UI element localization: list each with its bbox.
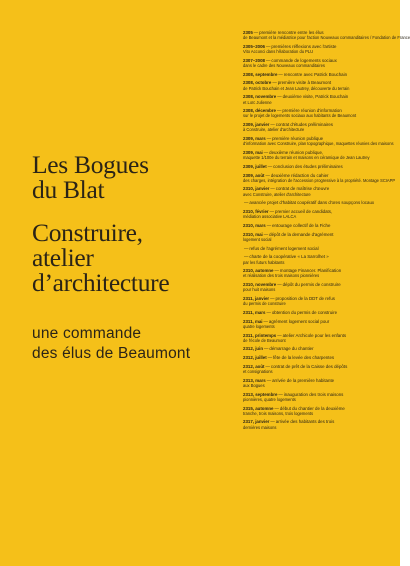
- timeline-text: charte de la coopérative « La Sarrolhet »: [249, 254, 329, 260]
- timeline-text: deuxième réunion publique,: [269, 149, 324, 155]
- timeline-date: 2311, mars: [243, 309, 266, 315]
- timeline-dash: —: [267, 355, 273, 361]
- timeline-date: 2307–2008: [243, 57, 265, 63]
- timeline-entry: [243, 232, 389, 242]
- title-line: d’architecture: [32, 268, 170, 297]
- timeline-detail: dans le cadre des Nouveaux commanditaires: [243, 63, 325, 69]
- timeline-entry: [243, 296, 389, 306]
- timeline-entry: [243, 282, 389, 292]
- timeline-entry: [243, 94, 389, 104]
- timeline-text: arrivée des habitants des trois: [275, 419, 335, 425]
- timeline-dash: —: [270, 186, 275, 192]
- timeline-dash: —: [266, 222, 272, 228]
- timeline-date: 2309, juillet: [243, 163, 267, 169]
- timeline-dash: —: [277, 94, 282, 100]
- timeline-dash: —: [270, 296, 275, 302]
- timeline-entry: [243, 80, 389, 90]
- timeline-entry: [243, 108, 389, 118]
- timeline-text: deuxième rédaction du cahier: [270, 172, 329, 178]
- timeline-text: entourage collectif de la Fiche: [272, 222, 331, 228]
- timeline-detail: dernières maisons: [243, 424, 277, 430]
- timeline-text: contrat d'études préliminaires: [275, 122, 333, 128]
- timeline-text: conclusion des études préliminaires: [273, 163, 343, 169]
- timeline-date: 2310, mai: [243, 231, 263, 237]
- timeline-detail: logement social: [243, 236, 272, 242]
- timeline-detail: et Loïc Julienne: [243, 99, 272, 105]
- title-line: du Blat: [32, 175, 105, 204]
- timeline-dash: —: [267, 163, 273, 169]
- timeline-detail: de Patrick Bouchain et Jean Lautrey, découverte du terrain: [243, 85, 350, 91]
- timeline-entry: [243, 246, 389, 251]
- timeline-dash: —: [264, 346, 269, 352]
- timeline-text: premières réflexions avec l'artiste: [271, 43, 337, 49]
- timeline-detail: maquette 1/100e du terrain et maisons en céramique de Jean Lautrey: [243, 155, 370, 161]
- timeline-detail: tranche, trois maisons, trois logements: [243, 410, 314, 416]
- timeline-text: refus de l'agrément logement social: [249, 245, 319, 251]
- timeline-dash: —: [244, 254, 249, 260]
- timeline-dash: —: [266, 309, 271, 315]
- timeline-date: 2310, janvier: [243, 186, 270, 192]
- timeline-dash: —: [265, 57, 271, 63]
- timeline-date: 2308, octobre: [243, 80, 272, 86]
- timeline-text: inauguration des trois maisons: [283, 391, 344, 397]
- subtitle-line: des élus de Beaumont: [32, 345, 191, 362]
- timeline-date: 2313, septembre: [243, 391, 278, 397]
- title-line: atelier: [32, 243, 94, 272]
- timeline-dash: —: [278, 391, 283, 397]
- timeline-dash: —: [270, 419, 275, 425]
- timeline-date: 2309, août: [243, 172, 265, 178]
- timeline-date: 2309, mai: [243, 149, 263, 155]
- timeline-text: démarrage du chantier: [269, 346, 314, 352]
- timeline-dash: —: [266, 377, 272, 383]
- timeline-dash: —: [269, 209, 275, 215]
- timeline-text: première visite à Beaumont: [277, 80, 332, 86]
- timeline-text: montage Financer. Planification: [279, 268, 342, 274]
- timeline-entry: [243, 333, 389, 343]
- timeline-entry: [243, 44, 389, 54]
- timeline-entry: [243, 378, 389, 388]
- timeline-entry: [243, 136, 394, 147]
- timeline-detail: et consignations: [243, 369, 273, 375]
- timeline-date: 2315, automne: [243, 405, 274, 411]
- timeline-dash: —: [265, 363, 270, 369]
- timeline-detail: médiation associative LALCA: [243, 214, 297, 220]
- timeline-date: 2313, mars: [243, 377, 266, 383]
- book-subtitle: [32, 324, 232, 364]
- timeline-text: arrivée de la première habitante: [272, 377, 335, 383]
- timeline-dash: —: [272, 80, 277, 86]
- timeline-entry: [243, 406, 389, 416]
- timeline-detail: d'information avec Construire, plan topographique, maquettes réunies des maisons: [243, 141, 394, 147]
- timeline-detail: pionnières, quatre logements: [243, 396, 296, 402]
- timeline-text: avancée projet d'habitat coopératif dans d'ores soupçons locaux: [249, 200, 375, 206]
- timeline-detail: de Beaumont et la médiatrice pour l'action Nouveaux commanditaires / Fondation de France: [243, 35, 410, 41]
- timeline-entry: [243, 346, 389, 351]
- timeline-dash: —: [244, 200, 249, 206]
- timeline-date: 2305: [243, 30, 253, 35]
- timeline-text: début du chantier de la deuxième: [279, 405, 345, 411]
- timeline-dash: —: [265, 172, 270, 178]
- timeline-entry: [243, 223, 389, 228]
- timeline-entry: [243, 30, 410, 41]
- timeline-date: 2317, janvier: [243, 419, 270, 425]
- timeline-entry: [243, 355, 389, 360]
- timeline-text: contrat de prêt de la Caisse des dépôts: [270, 363, 348, 369]
- timeline-entry: [243, 254, 389, 264]
- timeline-text: dépôt du permis de construire: [282, 282, 341, 288]
- timeline-entry: [243, 172, 396, 183]
- timeline-detail: Vito Acconci dans l'élaboration du PLU: [243, 49, 314, 55]
- timeline-text: première rencontre entre les élus: [259, 30, 324, 35]
- book-title: [32, 152, 232, 202]
- timeline-entry: [243, 186, 389, 196]
- timeline-dash: —: [263, 231, 269, 237]
- timeline-dash: —: [244, 245, 249, 251]
- timeline-entry: [243, 392, 389, 402]
- timeline-text: atelier Archicole pour les enfants: [282, 332, 347, 338]
- timeline-dash: —: [265, 43, 271, 49]
- timeline-dash: —: [274, 405, 279, 411]
- timeline-dash: —: [277, 332, 282, 338]
- timeline-detail: avec Construire, atelier d'architecture: [243, 191, 311, 197]
- timeline-detail: sur le projet de logements sociaux aux habitants de Beaumont: [243, 113, 357, 119]
- book-title-secondary: [32, 220, 232, 295]
- timeline-detail: quatre logements: [243, 323, 275, 329]
- timeline-text: fête de la levée des charpentes: [273, 355, 335, 361]
- timeline-detail: à Construire, atelier d'architecture: [243, 127, 305, 133]
- timeline: [243, 30, 410, 433]
- timeline-detail: pour huit maisons: [243, 287, 276, 293]
- timeline-date: 2308, novembre: [243, 94, 277, 100]
- timeline-date: 2312, juillet: [243, 355, 267, 361]
- timeline-date: 2310, mars: [243, 222, 266, 228]
- timeline-text: obtention du permis de construire: [271, 309, 338, 315]
- title-line: Construire,: [32, 218, 143, 247]
- timeline-entry: [243, 164, 389, 169]
- timeline-text: premier accueil de candidats,: [275, 209, 333, 215]
- timeline-date: 2310, novembre: [243, 282, 277, 288]
- timeline-text: première réunion d'information: [282, 108, 342, 114]
- timeline-dash: —: [274, 268, 279, 274]
- timeline-date: 2309, mars: [243, 136, 266, 142]
- timeline-entry: [243, 200, 389, 205]
- timeline-date: 2311, printemps: [243, 332, 277, 338]
- timeline-detail: aux Bogues: [243, 382, 265, 388]
- timeline-date: 2309, janvier: [243, 122, 270, 128]
- timeline-dash: —: [263, 149, 269, 155]
- timeline-entry: [243, 364, 389, 374]
- timeline-dash: —: [277, 282, 282, 288]
- timeline-date: 2312, juin: [243, 346, 264, 352]
- timeline-text: dépôt de la demande d'agrément: [269, 231, 334, 237]
- timeline-date: 2311, janvier: [243, 296, 270, 302]
- timeline-date: 2308, décembre: [243, 108, 276, 114]
- timeline-entry: [243, 58, 389, 68]
- timeline-detail: du permis de construire: [243, 301, 286, 307]
- timeline-date: 2305–2006: [243, 43, 265, 49]
- timeline-entry: [243, 209, 389, 219]
- timeline-dash: —: [276, 108, 282, 114]
- timeline-entry: [243, 150, 389, 160]
- timeline-text: deuxième visite, Patrick Bouchain: [282, 94, 349, 100]
- timeline-detail: de l'école de Beaumont: [243, 337, 286, 343]
- timeline-entry: [243, 268, 389, 278]
- timeline-dash: —: [270, 122, 275, 128]
- timeline-text: commande de logements sociaux: [271, 57, 337, 63]
- timeline-detail: et réalisation des trois maisons pionnières: [243, 273, 320, 279]
- timeline-dash: —: [278, 71, 283, 77]
- timeline-entry: [243, 419, 389, 429]
- timeline-date: 2311, mai: [243, 318, 263, 324]
- subtitle-line: une commande: [32, 325, 142, 342]
- timeline-detail: par les futurs habitants: [243, 259, 285, 265]
- timeline-detail: des charges, intégration de l'accession progressive à la propriété. Montage SCIAPP: [243, 177, 396, 183]
- timeline-text: contrat de maîtrise d'œuvre: [275, 186, 330, 192]
- timeline-text: proposition de la DDT de refus: [275, 296, 335, 302]
- timeline-date: 2310, février: [243, 209, 269, 215]
- timeline-text: rencontre avec Patrick Bouchain: [283, 71, 348, 77]
- timeline-text: première réunion publique: [272, 136, 324, 142]
- timeline-dash: —: [263, 318, 268, 324]
- timeline-entry: [243, 72, 389, 77]
- timeline-dash: —: [266, 136, 272, 142]
- timeline-dash: —: [253, 30, 259, 35]
- timeline-date: 2308, septembre: [243, 71, 278, 77]
- timeline-text: agrément logement social pour: [268, 318, 330, 324]
- timeline-date: 2310, automne: [243, 268, 274, 274]
- title-line: Les Bogues: [32, 150, 149, 179]
- timeline-entry: [243, 122, 389, 132]
- timeline-entry: [243, 319, 389, 329]
- timeline-entry: [243, 310, 389, 315]
- timeline-date: 2312, août: [243, 363, 265, 369]
